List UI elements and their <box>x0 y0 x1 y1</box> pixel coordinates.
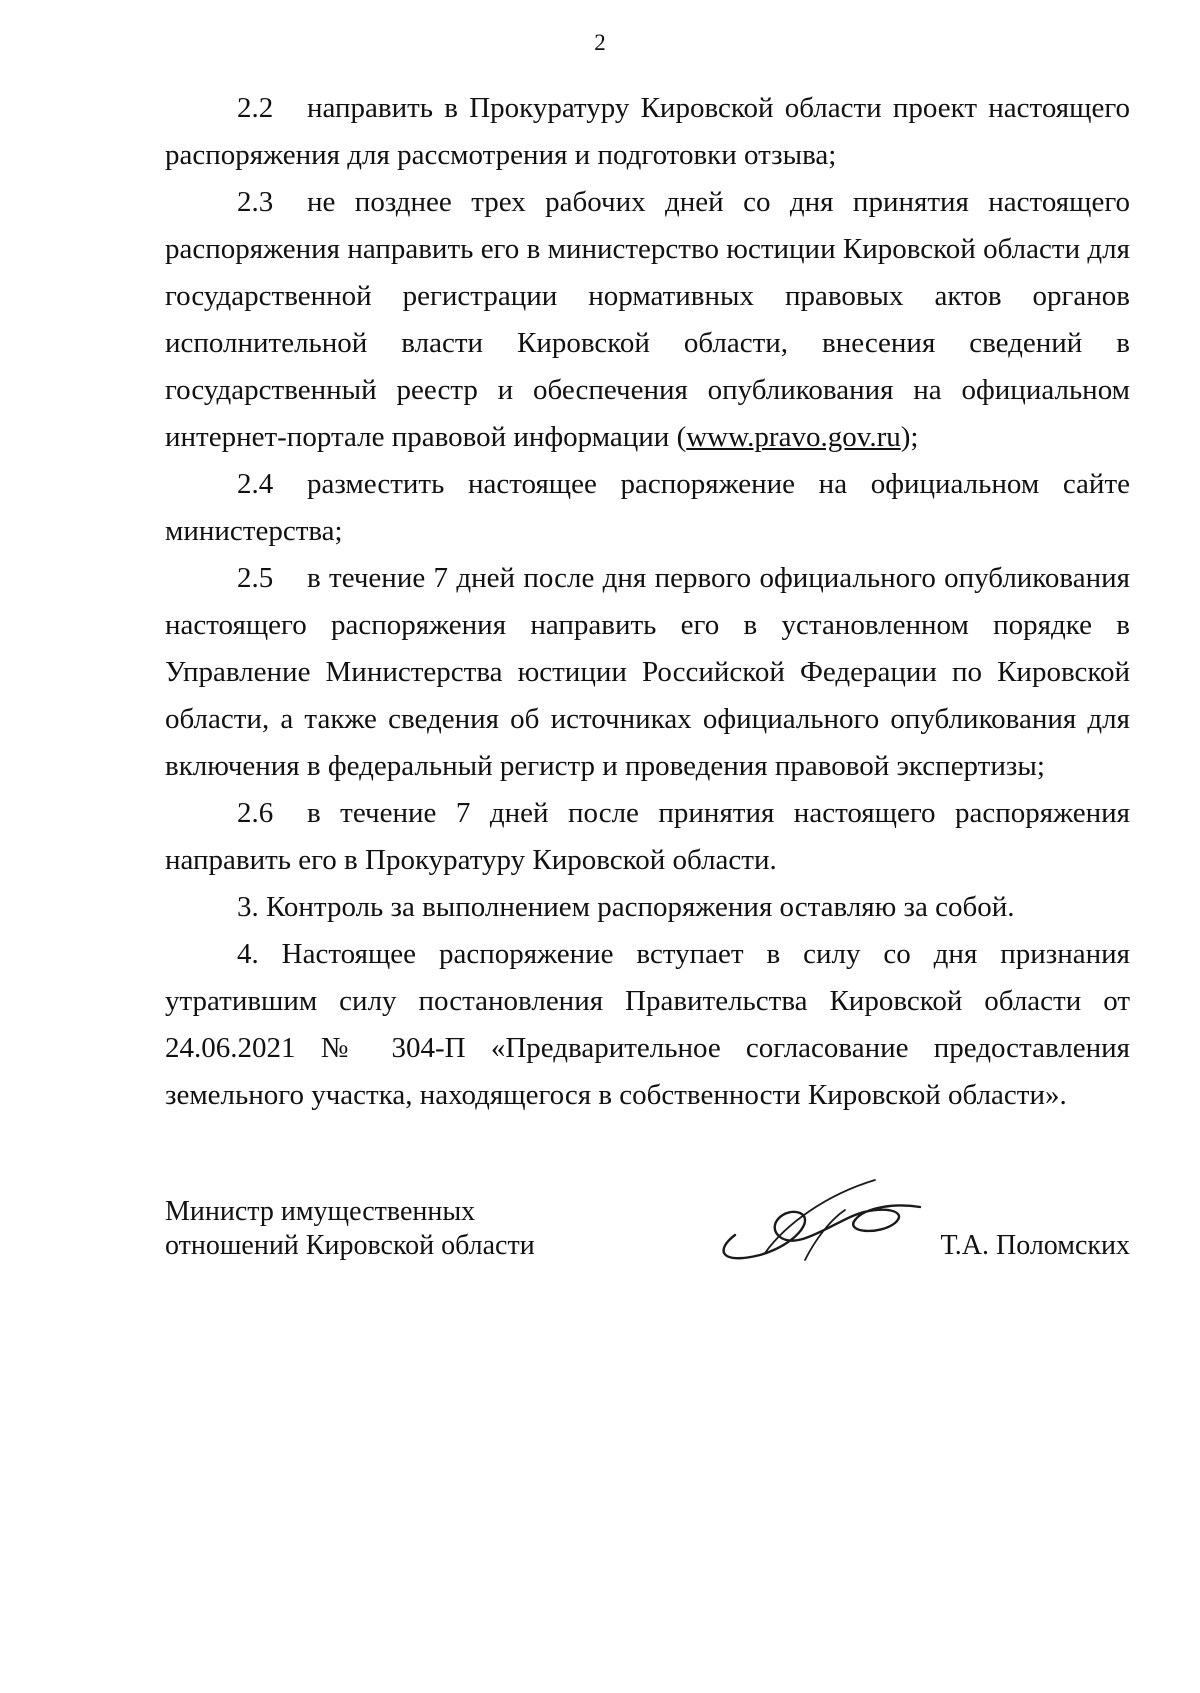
clause-number: 2.4 <box>237 468 274 500</box>
paragraph-2-3 <box>165 179 1130 461</box>
clause-text: не позднее трех рабочих дней со дня принятия настоящего распоряжения направить его в министерство юстиции Кировской области для государственной регистрации нормативных правовых актов органов исполнительной власти Кировской области, внесения сведений в государственный реестр и обеспечения опубликования на официальном интернет-портале правовой информации ( <box>165 186 1130 453</box>
document-body <box>165 85 1130 1119</box>
signer-title <box>165 1195 535 1263</box>
paragraph-4 <box>165 931 1130 1119</box>
clause-number: 2.5 <box>237 562 274 594</box>
handwritten-signature <box>705 1165 945 1275</box>
signature-block <box>165 1195 1130 1315</box>
clause-number: 2.2 <box>237 92 274 124</box>
page-number: 2 <box>594 30 606 55</box>
clause-text-tail: ); <box>900 421 919 453</box>
clause-text: в течение 7 дней после дня первого официального опубликования настоящего распоряжения направить его в установленном порядке в Управление Министерства юстиции Российской Федерации по Кировской области, а также сведения об источниках официального опубликования для включения в федеральный регистр и проведения правовой экспертизы; <box>165 562 1130 782</box>
signer-title-line1: Министр имущественных <box>165 1196 476 1227</box>
paragraph-2-2 <box>165 85 1130 179</box>
clause-text: 3. Контроль за выполнением распоряжения оставляю за собой. <box>237 891 1015 923</box>
paragraph-2-4 <box>165 461 1130 555</box>
paragraph-3 <box>165 884 1130 931</box>
paragraph-2-6 <box>165 790 1130 884</box>
clause-text: 4. Настоящее распоряжение вступает в силу со дня признания утратившим силу постановления Правительства Кировской области от 24.06.2021 № 304-П «Предварительное согласование предоставления земельного участка, находящегося в собственности Кировской области». <box>165 938 1130 1111</box>
signer-title-line2: отношений Кировской области <box>165 1230 535 1261</box>
clause-number: 2.3 <box>237 186 274 218</box>
clause-text: разместить настоящее распоряжение на официальном сайте министерства; <box>165 468 1130 547</box>
pravo-link[interactable]: www.pravo.gov.ru <box>686 421 901 453</box>
clause-text: в течение 7 дней после принятия настоящего распоряжения направить его в Прокуратуру Кировской области. <box>165 797 1130 876</box>
clause-number: 2.6 <box>237 797 274 829</box>
paragraph-2-5 <box>165 555 1130 790</box>
clause-text: направить в Прокуратуру Кировской области проект настоящего распоряжения для рассмотрения и подготовки отзыва; <box>165 92 1130 171</box>
signer-name: Т.А. Поломских <box>940 1230 1130 1261</box>
